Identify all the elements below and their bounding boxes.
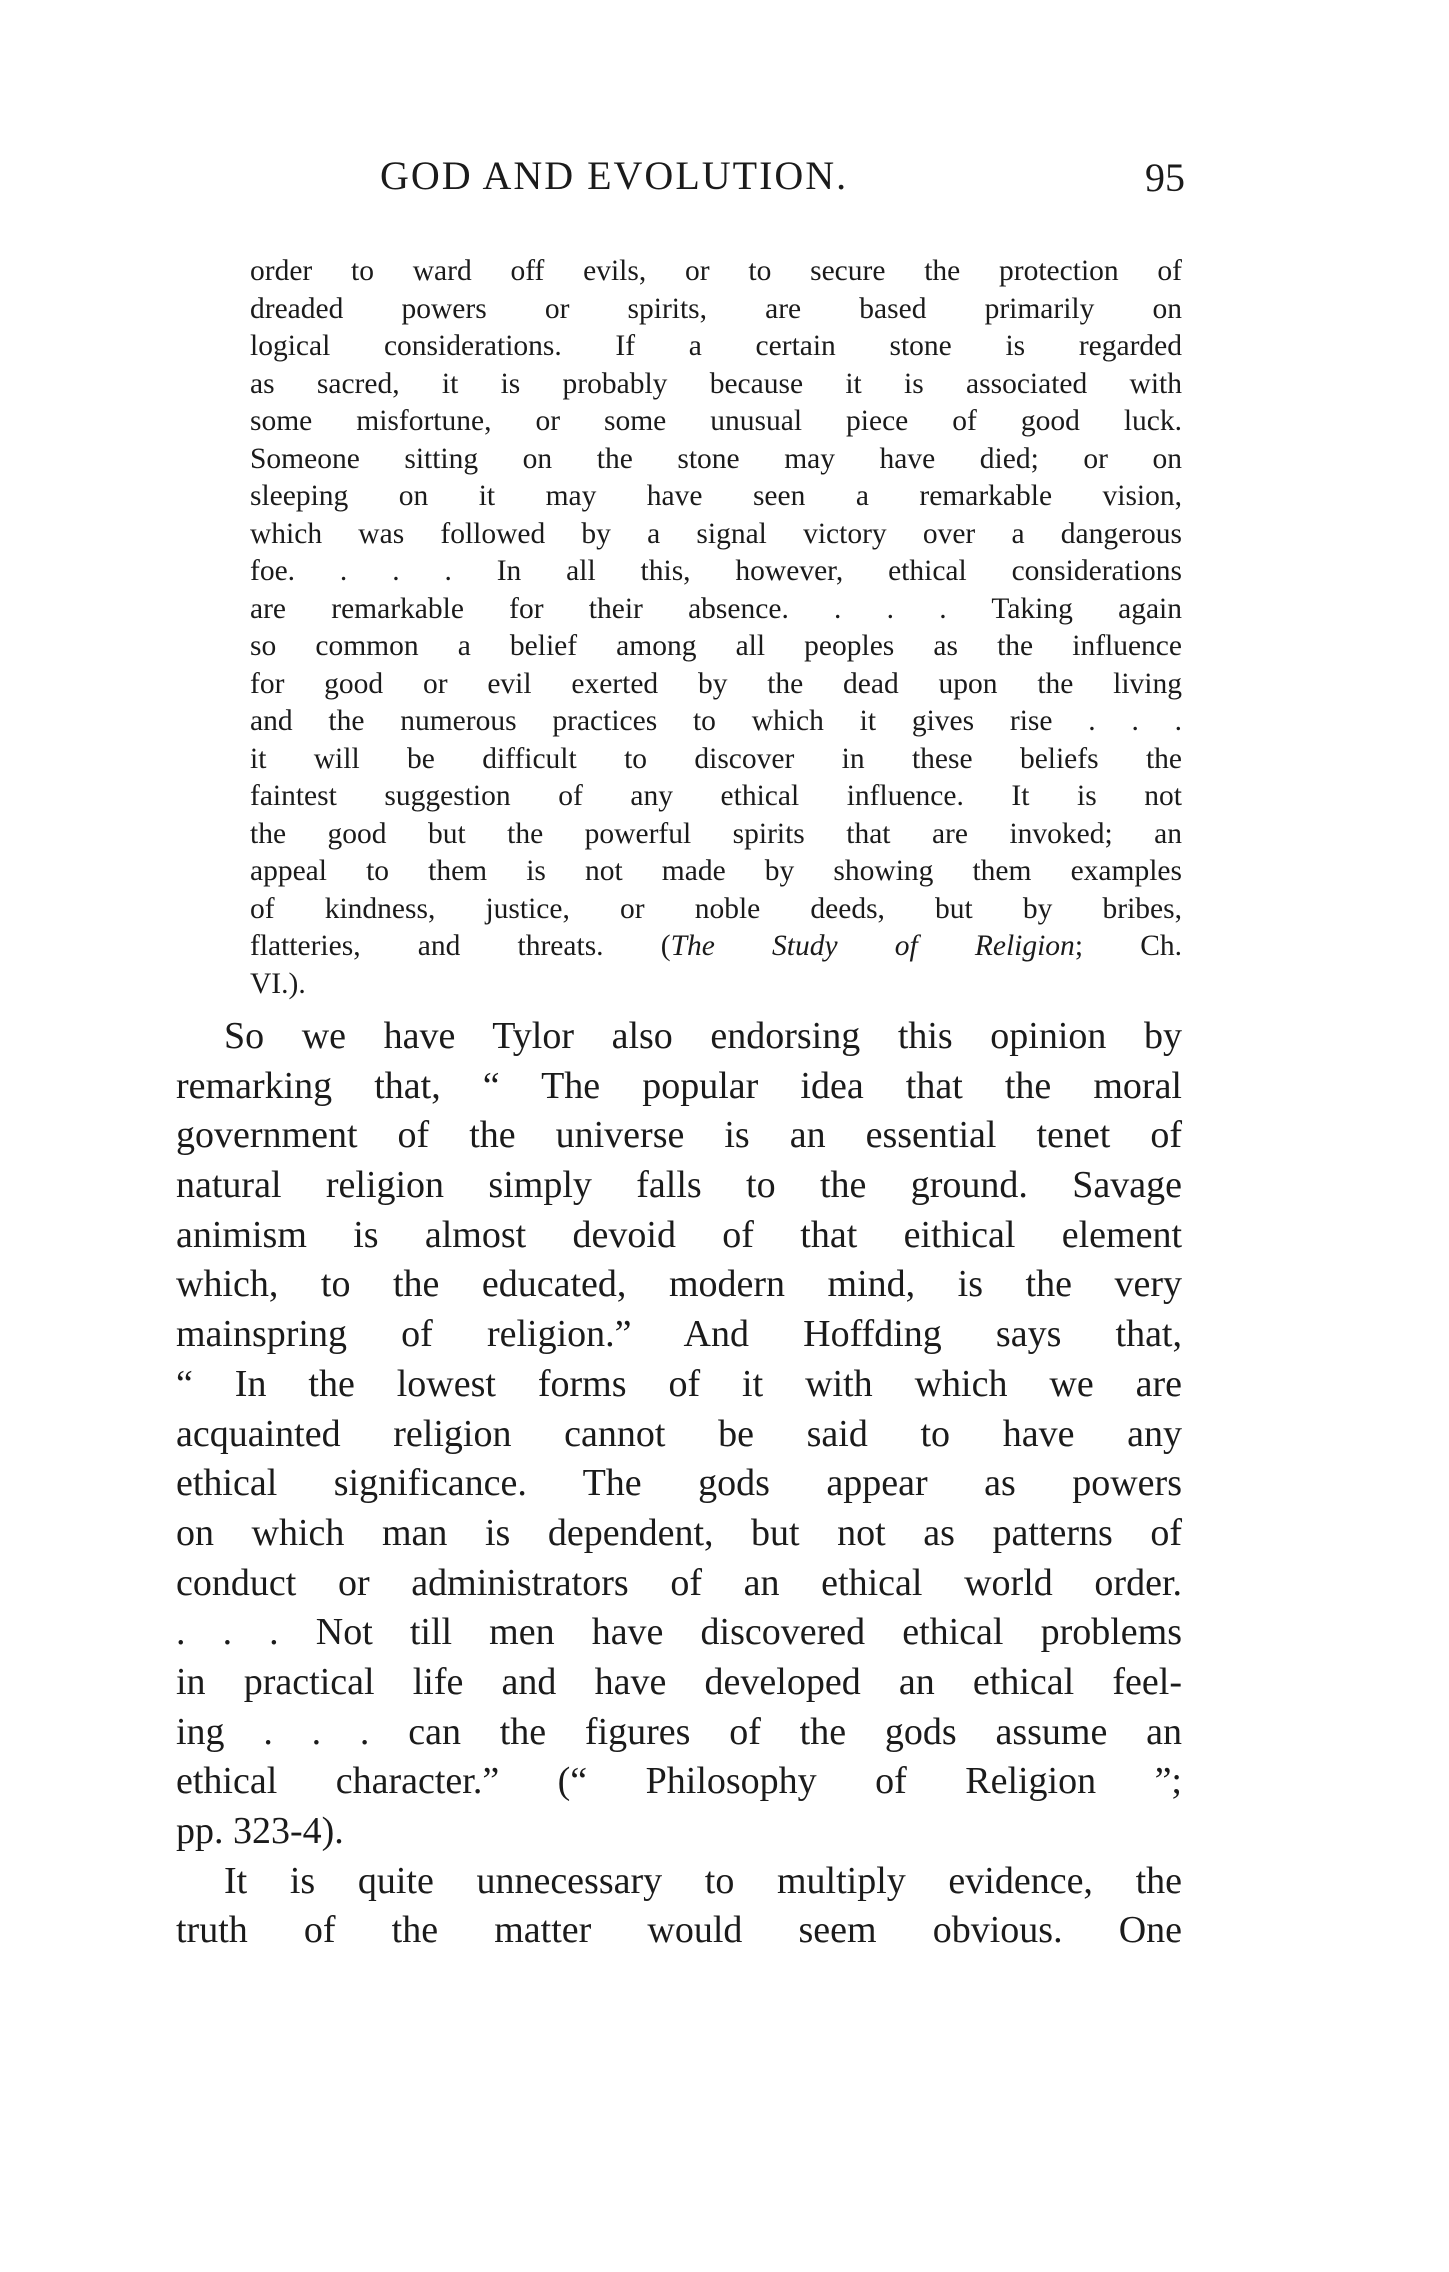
- paragraph-line: mainspring of religion.” And Hoffding says that,: [176, 1313, 1182, 1356]
- paragraph-line: remarking that, “ The popular idea that the moral: [176, 1064, 1182, 1107]
- quote-line: as sacred, it is probably because it is associated with: [250, 367, 1182, 400]
- quote-line: the good but the powerful spirits that are invoked; an: [250, 817, 1182, 850]
- quote-line: it will be difficult to discover in these beliefs the: [250, 742, 1182, 775]
- quote-line: of kindness, justice, or noble deeds, but by bribes,: [250, 892, 1182, 925]
- quote-line: order to ward off evils, or to secure the protection of: [250, 255, 1182, 287]
- paragraph-line: truth of the matter would seem obvious. One: [176, 1909, 1182, 1952]
- quote-citation-line: [250, 928, 1182, 966]
- quote-line: and the numerous practices to which it gives rise . . .: [250, 705, 1182, 737]
- quote-line: Someone sitting on the stone may have died; or on: [250, 442, 1182, 475]
- quote-line: are remarkable for their absence. . . . Taking again: [250, 592, 1182, 625]
- quote-line: for good or evil exerted by the dead upon the living: [250, 667, 1182, 700]
- page-number: 95: [1145, 155, 1185, 200]
- quote-line: logical considerations. If a certain stone is regarded: [250, 330, 1182, 362]
- paragraph-line: “ In the lowest forms of it with which we are: [176, 1362, 1182, 1405]
- paragraph-line: ing . . . can the figures of the gods assume an: [176, 1710, 1182, 1753]
- body-text: [176, 1012, 1182, 1956]
- paragraph-line: which, to the educated, modern mind, is the very: [176, 1263, 1182, 1306]
- paragraph-line: ethical character.” (“ Philosophy of Religion ”;: [176, 1760, 1182, 1803]
- page-header: [180, 152, 1185, 212]
- paragraph-line: So we have Tylor also endorsing this opinion by: [224, 1015, 1182, 1057]
- paragraph-line: ethical significance. The gods appear as powers: [176, 1462, 1182, 1505]
- paragraph-line: conduct or administrators of an ethical world order.: [176, 1561, 1182, 1604]
- quote-line: which was followed by a signal victory over a dangerous: [250, 517, 1182, 550]
- quote-line: appeal to them is not made by showing them examples: [250, 855, 1182, 887]
- quote-line: foe. . . . In all this, however, ethical considerations: [250, 555, 1182, 587]
- paragraph-line: in practical life and have developed an ethical feel-: [176, 1660, 1182, 1703]
- running-title: GOD AND EVOLUTION.: [380, 153, 849, 198]
- citation-suffix: ; Ch.: [1074, 930, 1182, 962]
- quote-line: sleeping on it may have seen a remarkable vision,: [250, 480, 1182, 512]
- quote-line-final: VI.).: [250, 967, 306, 1000]
- paragraph-line: pp. 323-4).: [176, 1810, 344, 1852]
- paragraph-line: acquainted religion cannot be said to have any: [176, 1412, 1182, 1455]
- quote-line: so common a belief among all peoples as the influence: [250, 630, 1182, 662]
- block-quote: [250, 253, 1182, 1003]
- paragraph-line: government of the universe is an essential tenet of: [176, 1114, 1182, 1157]
- paragraph-line: on which man is dependent, but not as patterns of: [176, 1511, 1182, 1554]
- quote-line: some misfortune, or some unusual piece of good luck.: [250, 405, 1182, 437]
- paragraph-line: It is quite unnecessary to multiply evidence, the: [224, 1859, 1182, 1902]
- quote-line: dreaded powers or spirits, are based primarily on: [250, 292, 1182, 325]
- paragraph-line: natural religion simply falls to the ground. Savage: [176, 1164, 1182, 1207]
- citation-prefix: flatteries, and threats. (: [250, 930, 671, 962]
- paragraph-line: animism is almost devoid of that eithical element: [176, 1213, 1182, 1256]
- paragraph-line: . . . Not till men have discovered ethical problems: [176, 1611, 1182, 1654]
- cited-work-title: The Study of Religion: [670, 930, 1075, 962]
- quote-line: faintest suggestion of any ethical influence. It is not: [250, 780, 1182, 812]
